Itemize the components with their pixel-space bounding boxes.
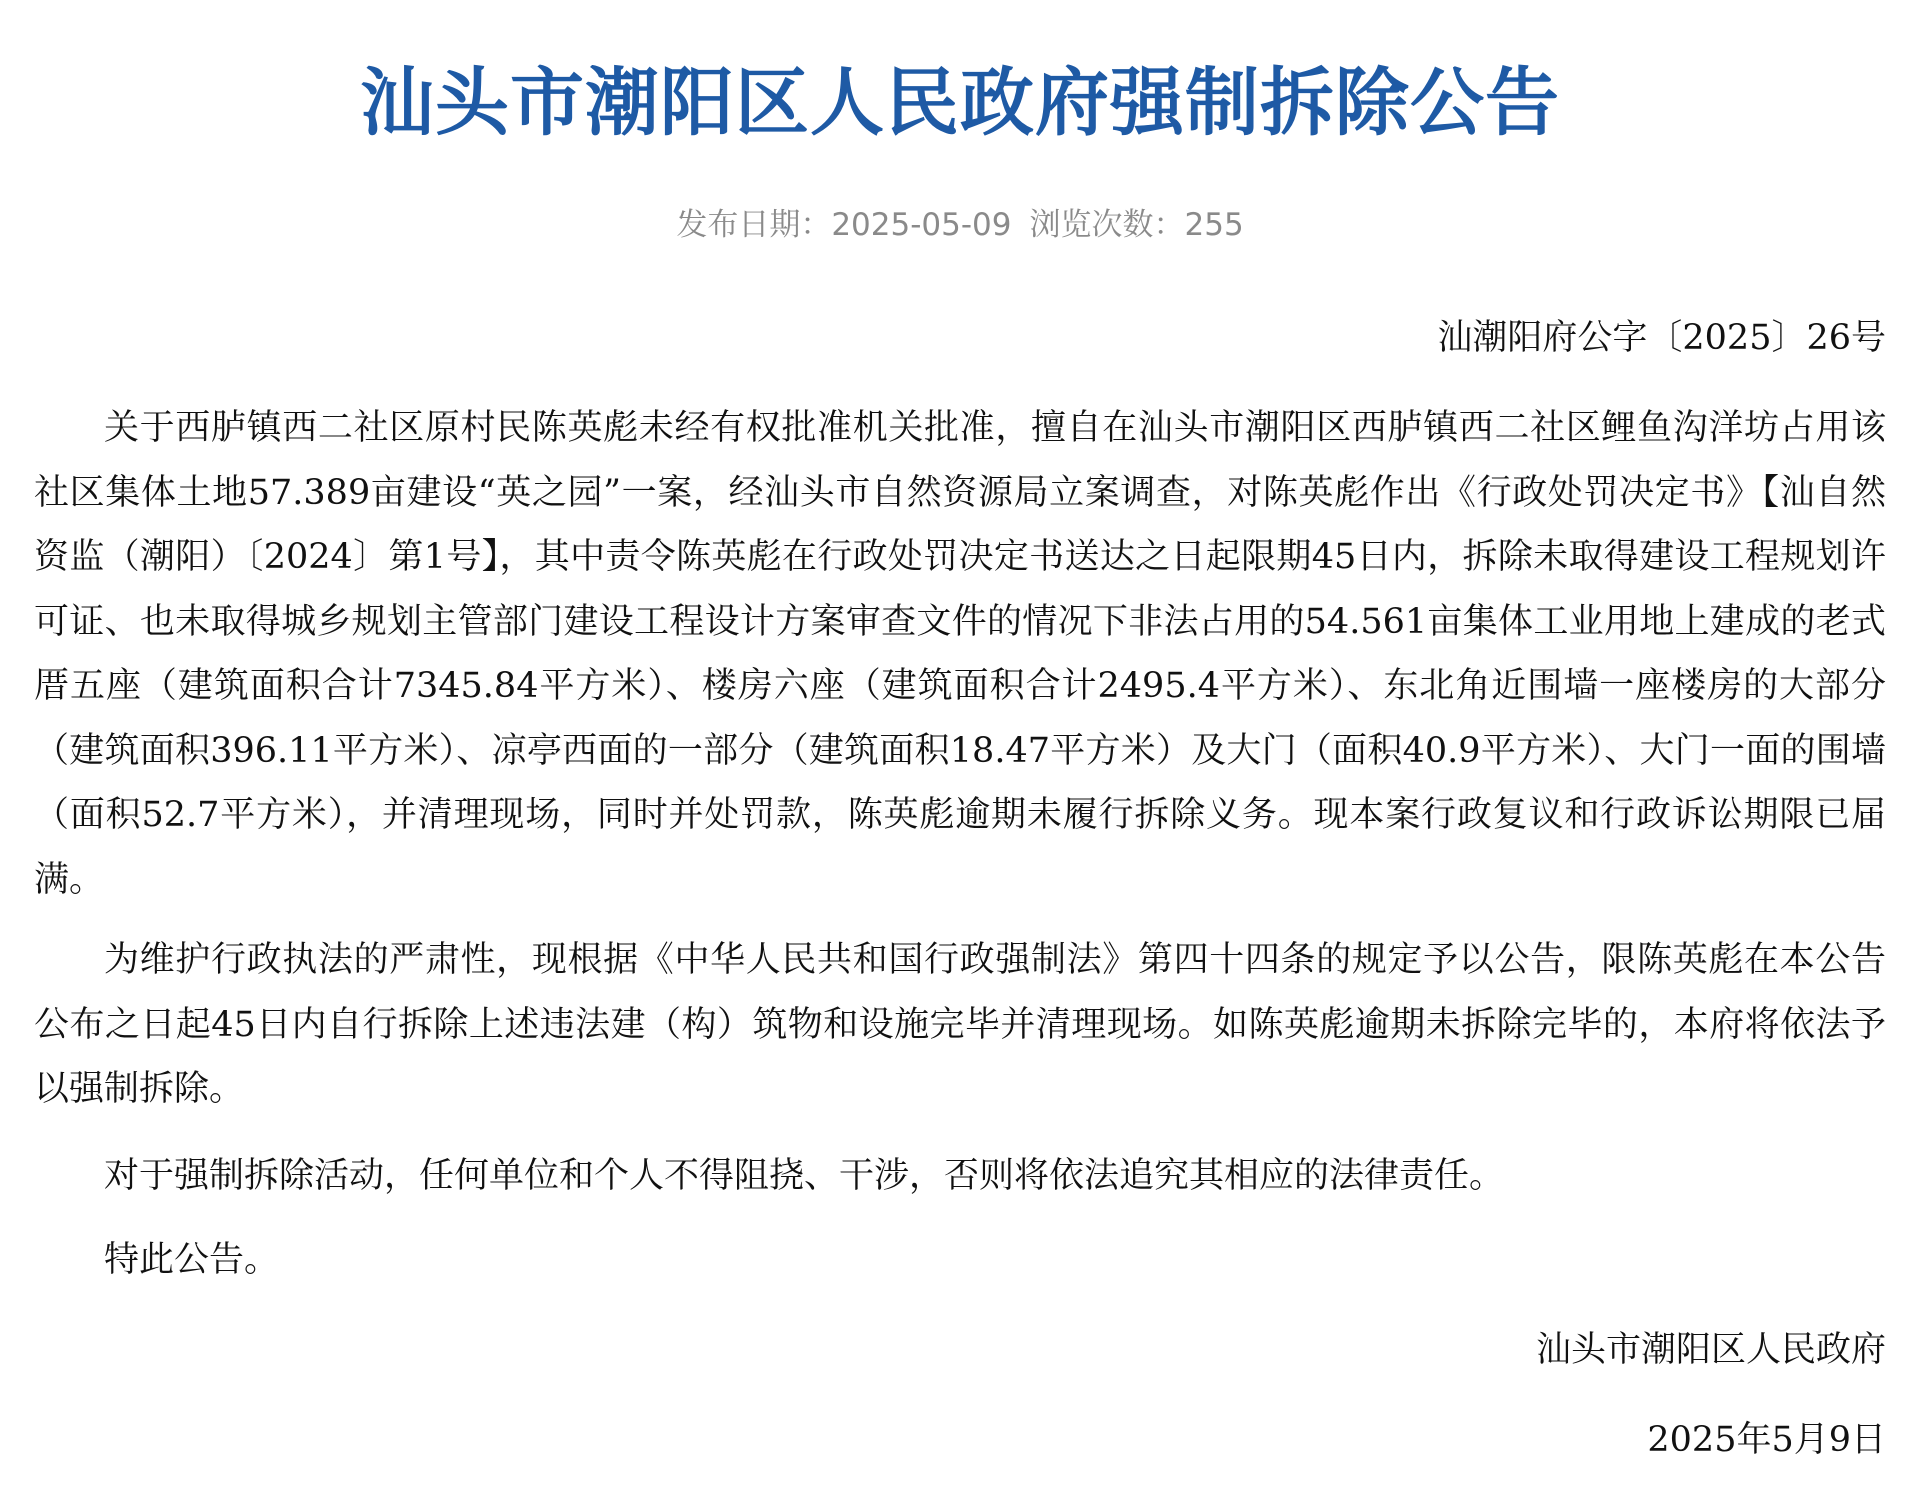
notice-body <box>34 396 1886 1293</box>
closing-paragraph: 特此公告。 <box>104 1240 280 1280</box>
issuer-signature: 汕头市潮阳区人民政府 <box>1535 1330 1886 1370</box>
body-paragraph: 为维护行政执法的严肃性，现根据《中华人民共和国行政强制法》第四十四条的规定予以公告，限陈英彪在本公告公布之日起45日内自行拆除上述违法建（构）筑物和设施完毕并清理现场。如陈英彪逾期未拆除完毕的，本府将依法予以强制拆除。 <box>34 940 1886 1109</box>
publish-date: 2025-05-09 <box>831 207 1012 243</box>
publish-date-label: 发布日期： <box>676 207 832 243</box>
issue-date: 2025年5月9日 <box>1647 1420 1886 1460</box>
views-count: 255 <box>1184 207 1244 243</box>
publish-meta <box>0 198 1920 252</box>
body-paragraph: 对于强制拆除活动，任何单位和个人不得阻挠、干涉，否则将依法追究其相应的法律责任。 <box>104 1155 1505 1196</box>
views-label: 浏览次数： <box>1029 207 1185 243</box>
document-number: 汕潮阳府公字〔2025〕26号 <box>1437 318 1886 358</box>
page-title: 汕头市潮阳区人民政府强制拆除公告 <box>360 60 1560 146</box>
body-paragraph: 关于西胪镇西二社区原村民陈英彪未经有权批准机关批准，擅自在汕头市潮阳区西胪镇西二社区鲤鱼沟洋坊占用该社区集体土地57.389亩建设“英之园”一案，经汕头市自然资源局立案调查，对陈英彪作出《行政处罚决定书》【汕自然资监（潮阳）〔2024〕第1号】，其中责令陈英彪在行政处罚决定书送达之日起限期45日内，拆除未取得建设工程规划许可证、也未取得城乡规划主管部门建设工程设计方案审查文件的情况下非法占用的54.561亩集体工业用地上建成的老式厝五座（建筑面积合计7345.84平方米）、楼房六座（建筑面积合计2495.4平方米）、东北角近围墙一座楼房的大部分（建筑面积396.11平方米）、凉亭西面的一部分（建筑面积18.47平方米）及大门（面积40.9平方米）、大门一面的围墙（面积52.7平方米），并清理现场，同时并处罚款，陈英彪逾期未履行拆除义务。现本案行政复议和行政诉讼期限已届满。 <box>34 408 1886 900</box>
